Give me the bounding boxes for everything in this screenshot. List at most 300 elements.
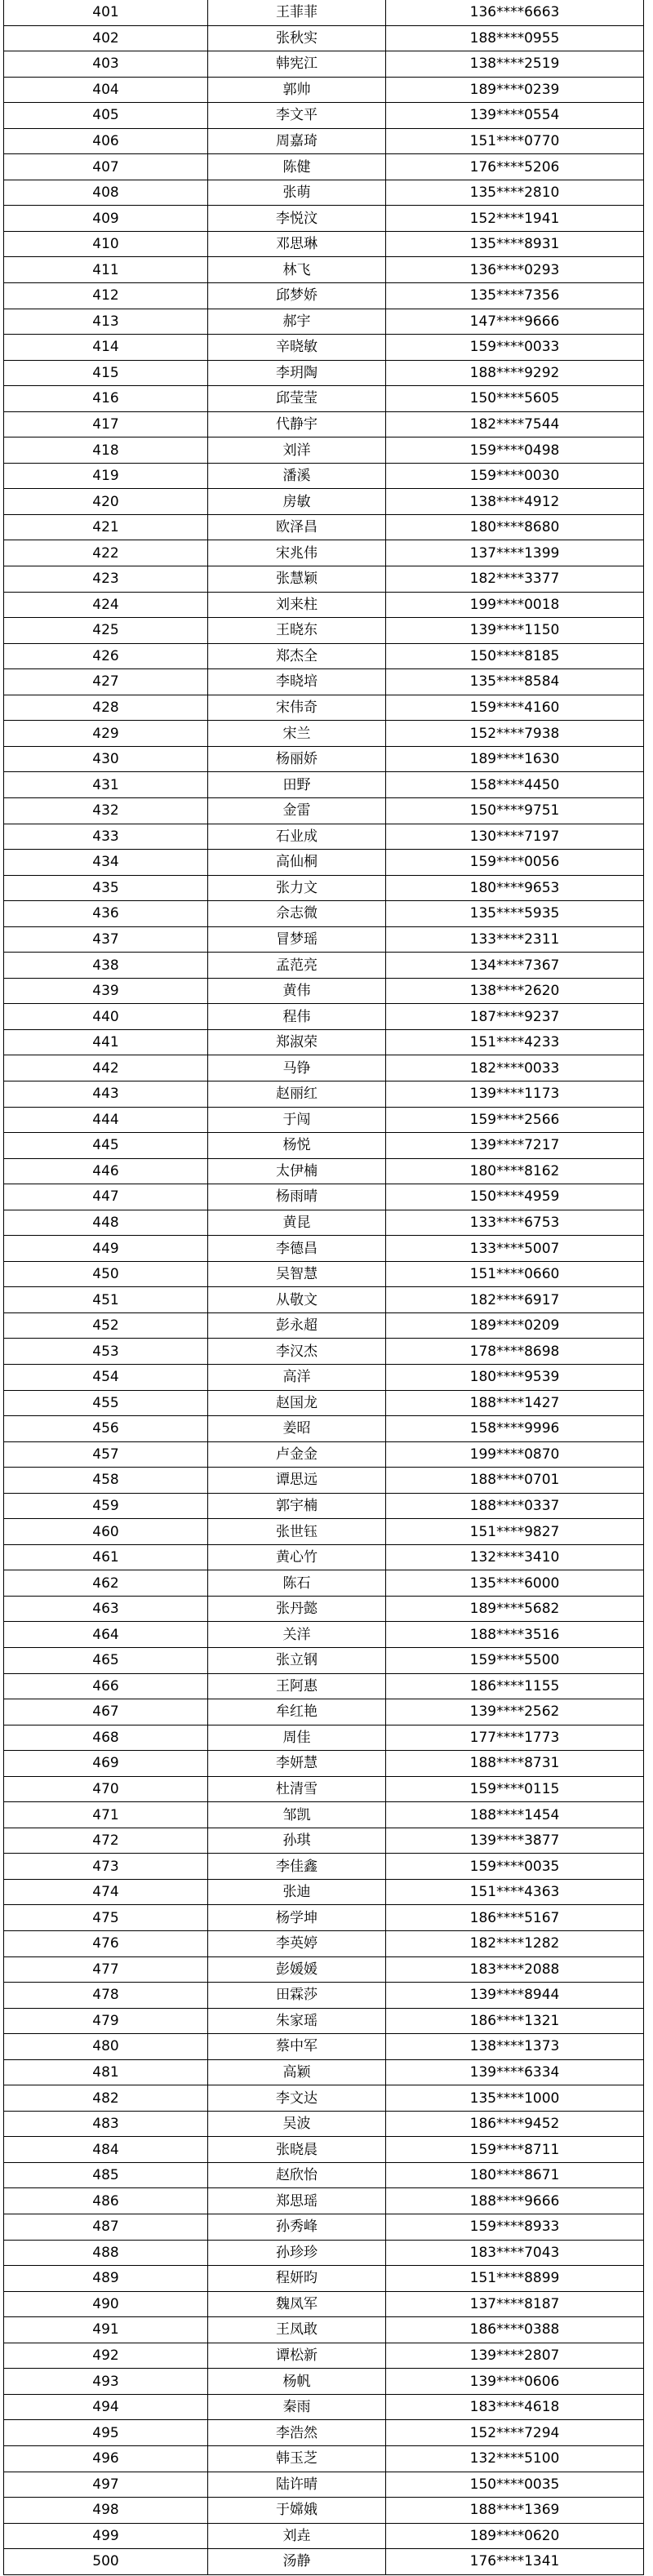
person-name-cell: 秦雨: [208, 2394, 386, 2420]
phone-number-cell: 189****1630: [386, 746, 644, 772]
phone-number-cell: 182****7544: [386, 411, 644, 437]
row-number-cell: 439: [4, 978, 208, 1004]
person-name-cell: 高洋: [208, 1364, 386, 1390]
row-number-cell: 438: [4, 953, 208, 979]
person-name-cell: 张世钰: [208, 1519, 386, 1545]
row-number-cell: 474: [4, 1879, 208, 1905]
phone-number-cell: 151****9827: [386, 1519, 644, 1545]
person-name-cell: 郭宇楠: [208, 1493, 386, 1519]
person-name-cell: 王凤敢: [208, 2317, 386, 2343]
phone-number-cell: 139****2807: [386, 2343, 644, 2369]
person-name-cell: 谭思远: [208, 1468, 386, 1494]
phone-number-cell: 138****2519: [386, 51, 644, 78]
person-name-cell: 韩玉芝: [208, 2445, 386, 2472]
row-number-cell: 470: [4, 1776, 208, 1802]
row-number-cell: 409: [4, 206, 208, 232]
person-name-cell: 马铮: [208, 1055, 386, 1081]
table-row: [4, 1312, 644, 1339]
person-name-cell: 赵国龙: [208, 1390, 386, 1416]
row-number-cell: 482: [4, 2085, 208, 2112]
person-name-cell: 林飞: [208, 257, 386, 283]
table-row: [4, 1931, 644, 1957]
row-number-cell: 485: [4, 2162, 208, 2188]
person-name-cell: 王菲菲: [208, 0, 386, 25]
person-name-cell: 高仙桐: [208, 850, 386, 876]
table-row: [4, 206, 644, 232]
person-name-cell: 孙珍珍: [208, 2240, 386, 2266]
table-row: [4, 695, 644, 721]
table-row: [4, 386, 644, 412]
person-name-cell: 郑思瑶: [208, 2188, 386, 2214]
table-row: [4, 566, 644, 593]
person-name-cell: 孙秀峰: [208, 2214, 386, 2241]
table-row: [4, 309, 644, 335]
table-row: [4, 25, 644, 51]
person-name-cell: 李英婷: [208, 1931, 386, 1957]
row-number-cell: 478: [4, 1983, 208, 2009]
table-row: [4, 1081, 644, 1107]
person-name-cell: 李佳鑫: [208, 1854, 386, 1880]
person-name-cell: 孟范亮: [208, 953, 386, 979]
phone-number-cell: 188****1454: [386, 1802, 644, 1828]
person-name-cell: 汤静: [208, 2549, 386, 2575]
row-number-cell: 414: [4, 335, 208, 361]
person-name-cell: 杜清雪: [208, 1776, 386, 1802]
person-name-cell: 李晓培: [208, 669, 386, 695]
row-number-cell: 495: [4, 2420, 208, 2446]
person-name-cell: 吴波: [208, 2111, 386, 2137]
person-name-cell: 赵丽红: [208, 1081, 386, 1107]
phone-number-cell: 159****5500: [386, 1648, 644, 1674]
person-name-cell: 刘垚: [208, 2523, 386, 2549]
row-number-cell: 418: [4, 437, 208, 464]
phone-number-cell: 178****8698: [386, 1339, 644, 1365]
table-row: [4, 824, 644, 850]
row-number-cell: 447: [4, 1184, 208, 1210]
row-number-cell: 481: [4, 2059, 208, 2085]
row-number-cell: 426: [4, 643, 208, 669]
person-name-cell: 吴智慧: [208, 1261, 386, 1287]
row-number-cell: 479: [4, 2008, 208, 2034]
table-row: [4, 514, 644, 540]
row-number-cell: 430: [4, 746, 208, 772]
phone-number-cell: 189****0209: [386, 1312, 644, 1339]
table-row: [4, 1879, 644, 1905]
phone-number-cell: 139****1150: [386, 618, 644, 644]
phone-number-cell: 138****4912: [386, 489, 644, 515]
phone-number-cell: 176****5206: [386, 154, 644, 180]
person-name-cell: 杨帆: [208, 2369, 386, 2395]
row-number-cell: 459: [4, 1493, 208, 1519]
person-name-cell: 王晓东: [208, 618, 386, 644]
table-row: [4, 875, 644, 901]
row-number-cell: 423: [4, 566, 208, 593]
table-row: [4, 643, 644, 669]
person-name-cell: 太伊楠: [208, 1158, 386, 1184]
person-name-cell: 杨悦: [208, 1133, 386, 1159]
phone-number-cell: 152****7294: [386, 2420, 644, 2446]
row-number-cell: 499: [4, 2523, 208, 2549]
row-number-cell: 412: [4, 283, 208, 309]
person-name-cell: 高颖: [208, 2059, 386, 2085]
table-row: [4, 1287, 644, 1313]
person-name-cell: 张秋实: [208, 25, 386, 51]
person-name-cell: 关洋: [208, 1622, 386, 1648]
person-name-cell: 田霖莎: [208, 1983, 386, 2009]
person-name-cell: 杨学坤: [208, 1905, 386, 1931]
table-row: [4, 154, 644, 180]
person-name-cell: 周佳: [208, 1725, 386, 1751]
phone-number-cell: 159****0035: [386, 1854, 644, 1880]
table-row: [4, 1004, 644, 1030]
table-row: [4, 1802, 644, 1828]
person-name-cell: 张立钢: [208, 1648, 386, 1674]
phone-number-cell: 159****8711: [386, 2137, 644, 2163]
row-number-cell: 493: [4, 2369, 208, 2395]
person-name-cell: 郝宇: [208, 309, 386, 335]
table-row: [4, 2445, 644, 2472]
row-number-cell: 484: [4, 2137, 208, 2163]
phone-number-cell: 186****9452: [386, 2111, 644, 2137]
row-number-cell: 428: [4, 695, 208, 721]
table-row: [4, 2498, 644, 2524]
table-row: [4, 1983, 644, 2009]
table-row: [4, 2085, 644, 2112]
row-number-cell: 488: [4, 2240, 208, 2266]
row-number-cell: 456: [4, 1416, 208, 1442]
table-row: [4, 540, 644, 566]
phone-number-cell: 135****2810: [386, 180, 644, 206]
phone-number-cell: 139****0554: [386, 103, 644, 129]
person-name-cell: 彭永超: [208, 1312, 386, 1339]
row-number-cell: 415: [4, 360, 208, 386]
phone-number-cell: 132****3410: [386, 1544, 644, 1570]
phone-number-cell: 139****2562: [386, 1699, 644, 1725]
row-number-cell: 466: [4, 1673, 208, 1699]
phone-number-cell: 180****8680: [386, 514, 644, 540]
table-row: [4, 1468, 644, 1494]
phone-number-cell: 188****3516: [386, 1622, 644, 1648]
row-number-cell: 410: [4, 231, 208, 257]
table-row: [4, 2162, 644, 2188]
table-row: [4, 772, 644, 798]
phone-number-cell: 150****8185: [386, 643, 644, 669]
phone-number-cell: 180****9653: [386, 875, 644, 901]
person-name-cell: 杨丽娇: [208, 746, 386, 772]
phone-number-cell: 135****6000: [386, 1570, 644, 1597]
person-name-cell: 辛晓敏: [208, 335, 386, 361]
phone-number-cell: 150****9751: [386, 797, 644, 824]
row-number-cell: 469: [4, 1751, 208, 1777]
table-row: [4, 1158, 644, 1184]
phone-number-cell: 188****0337: [386, 1493, 644, 1519]
table-row: [4, 850, 644, 876]
phone-number-cell: 147****9666: [386, 309, 644, 335]
row-number-cell: 491: [4, 2317, 208, 2343]
phone-number-cell: 158****4450: [386, 772, 644, 798]
table-row: [4, 721, 644, 747]
person-name-cell: 冒梦瑶: [208, 926, 386, 953]
phone-number-cell: 182****6917: [386, 1287, 644, 1313]
table-row: [4, 1133, 644, 1159]
table-row: [4, 2111, 644, 2137]
table-row: [4, 797, 644, 824]
phone-number-cell: 186****0388: [386, 2317, 644, 2343]
row-number-cell: 494: [4, 2394, 208, 2420]
phone-number-cell: 133****2311: [386, 926, 644, 953]
table-row: [4, 1261, 644, 1287]
phone-number-cell: 159****4160: [386, 695, 644, 721]
person-name-cell: 王阿惠: [208, 1673, 386, 1699]
person-name-cell: 宋兰: [208, 721, 386, 747]
phone-number-cell: 151****4363: [386, 1879, 644, 1905]
row-number-cell: 408: [4, 180, 208, 206]
row-number-cell: 477: [4, 1956, 208, 1983]
row-number-cell: 402: [4, 25, 208, 51]
row-number-cell: 467: [4, 1699, 208, 1725]
row-number-cell: 435: [4, 875, 208, 901]
phone-number-cell: 183****2088: [386, 1956, 644, 1983]
person-name-cell: 陈健: [208, 154, 386, 180]
row-number-cell: 434: [4, 850, 208, 876]
table-row: [4, 618, 644, 644]
table-row: [4, 257, 644, 283]
row-number-cell: 437: [4, 926, 208, 953]
table-row: [4, 1493, 644, 1519]
phone-number-cell: 180****8671: [386, 2162, 644, 2188]
person-name-cell: 宋兆伟: [208, 540, 386, 566]
phone-number-cell: 186****5167: [386, 1905, 644, 1931]
phone-number-cell: 139****0606: [386, 2369, 644, 2395]
phone-number-cell: 135****1000: [386, 2085, 644, 2112]
row-number-cell: 454: [4, 1364, 208, 1390]
table-row: [4, 2317, 644, 2343]
phone-number-cell: 188****9292: [386, 360, 644, 386]
row-number-cell: 419: [4, 463, 208, 489]
row-number-cell: 498: [4, 2498, 208, 2524]
row-number-cell: 416: [4, 386, 208, 412]
person-name-cell: 牟红艳: [208, 1699, 386, 1725]
person-name-cell: 黄心竹: [208, 1544, 386, 1570]
person-name-cell: 陈石: [208, 1570, 386, 1597]
table-row: [4, 2008, 644, 2034]
row-number-cell: 448: [4, 1210, 208, 1236]
phone-number-cell: 136****6663: [386, 0, 644, 25]
row-number-cell: 420: [4, 489, 208, 515]
person-name-cell: 陆许晴: [208, 2472, 386, 2498]
table-row: [4, 437, 644, 464]
table-row: [4, 2394, 644, 2420]
phone-number-cell: 139****1173: [386, 1081, 644, 1107]
phone-number-cell: 188****0955: [386, 25, 644, 51]
phone-number-cell: 136****0293: [386, 257, 644, 283]
table-row: [4, 2137, 644, 2163]
table-row: [4, 1544, 644, 1570]
phone-number-cell: 135****8931: [386, 231, 644, 257]
phone-number-cell: 151****8899: [386, 2266, 644, 2292]
row-number-cell: 489: [4, 2266, 208, 2292]
row-number-cell: 431: [4, 772, 208, 798]
table-row: [4, 1210, 644, 1236]
person-name-cell: 张丹懿: [208, 1596, 386, 1622]
phone-number-cell: 135****5935: [386, 901, 644, 927]
phone-number-cell: 182****0033: [386, 1055, 644, 1081]
person-name-cell: 邓思琳: [208, 231, 386, 257]
person-name-cell: 魏凤军: [208, 2291, 386, 2317]
phone-number-cell: 188****0701: [386, 1468, 644, 1494]
table-row: [4, 1339, 644, 1365]
phone-number-cell: 187****9237: [386, 1004, 644, 1030]
table-row: [4, 51, 644, 78]
table-row: [4, 2549, 644, 2575]
row-number-cell: 407: [4, 154, 208, 180]
row-number-cell: 440: [4, 1004, 208, 1030]
table-row: [4, 1596, 644, 1622]
phone-number-cell: 139****3877: [386, 1828, 644, 1854]
row-number-cell: 465: [4, 1648, 208, 1674]
table-row: [4, 1725, 644, 1751]
table-row: [4, 1699, 644, 1725]
person-name-cell: 宋伟奇: [208, 695, 386, 721]
person-name-cell: 潘溪: [208, 463, 386, 489]
row-number-cell: 451: [4, 1287, 208, 1313]
phone-number-cell: 188****1369: [386, 2498, 644, 2524]
row-number-cell: 446: [4, 1158, 208, 1184]
table-row: [4, 2343, 644, 2369]
person-name-cell: 朱家瑶: [208, 2008, 386, 2034]
row-number-cell: 496: [4, 2445, 208, 2472]
phone-number-cell: 139****8944: [386, 1983, 644, 2009]
phone-number-cell: 183****4618: [386, 2394, 644, 2420]
phone-number-cell: 159****0498: [386, 437, 644, 464]
table-row: [4, 1673, 644, 1699]
person-name-cell: 张迪: [208, 1879, 386, 1905]
person-name-cell: 石业成: [208, 824, 386, 850]
phone-number-cell: 159****0056: [386, 850, 644, 876]
phone-number-cell: 158****9996: [386, 1416, 644, 1442]
person-name-cell: 刘洋: [208, 437, 386, 464]
person-name-cell: 李玥陶: [208, 360, 386, 386]
table-row: [4, 2240, 644, 2266]
person-name-cell: 邱莹莹: [208, 386, 386, 412]
row-number-cell: 462: [4, 1570, 208, 1597]
person-name-cell: 赵欣怡: [208, 2162, 386, 2188]
person-name-cell: 邱梦娇: [208, 283, 386, 309]
table-row: [4, 489, 644, 515]
table-row: [4, 2291, 644, 2317]
table-row: [4, 0, 644, 25]
table-row: [4, 335, 644, 361]
row-number-cell: 422: [4, 540, 208, 566]
row-number-cell: 450: [4, 1261, 208, 1287]
person-name-cell: 谭松新: [208, 2343, 386, 2369]
phone-number-cell: 189****5682: [386, 1596, 644, 1622]
phone-number-cell: 152****1941: [386, 206, 644, 232]
row-number-cell: 432: [4, 797, 208, 824]
table-row: [4, 2420, 644, 2446]
table-row: [4, 463, 644, 489]
person-name-cell: 孙琪: [208, 1828, 386, 1854]
person-name-cell: 李文平: [208, 103, 386, 129]
phone-number-cell: 199****0870: [386, 1441, 644, 1468]
row-number-cell: 500: [4, 2549, 208, 2575]
row-number-cell: 406: [4, 128, 208, 154]
phone-number-cell: 150****4959: [386, 1184, 644, 1210]
phone-number-cell: 133****6753: [386, 1210, 644, 1236]
table-row: [4, 1751, 644, 1777]
person-name-cell: 李悦汶: [208, 206, 386, 232]
row-number-cell: 427: [4, 669, 208, 695]
phone-number-cell: 183****7043: [386, 2240, 644, 2266]
phone-number-cell: 151****0660: [386, 1261, 644, 1287]
table-row: [4, 1956, 644, 1983]
person-name-cell: 程伟: [208, 1004, 386, 1030]
person-name-cell: 程妍昀: [208, 2266, 386, 2292]
table-row: [4, 1029, 644, 1055]
person-name-cell: 韩宪江: [208, 51, 386, 78]
table-row: [4, 128, 644, 154]
phone-number-cell: 137****8187: [386, 2291, 644, 2317]
table-row: [4, 1905, 644, 1931]
phone-number-cell: 177****1773: [386, 1725, 644, 1751]
phone-number-cell: 150****5605: [386, 386, 644, 412]
row-number-cell: 404: [4, 77, 208, 103]
row-number-cell: 405: [4, 103, 208, 129]
row-number-cell: 463: [4, 1596, 208, 1622]
phone-number-cell: 176****1341: [386, 2549, 644, 2575]
person-name-cell: 刘来柱: [208, 592, 386, 618]
table-row: [4, 411, 644, 437]
row-number-cell: 458: [4, 1468, 208, 1494]
phone-number-cell: 150****0035: [386, 2472, 644, 2498]
person-name-cell: 于嫦娥: [208, 2498, 386, 2524]
row-number-cell: 441: [4, 1029, 208, 1055]
table-row: [4, 1184, 644, 1210]
phone-number-cell: 199****0018: [386, 592, 644, 618]
person-name-cell: 张晓晨: [208, 2137, 386, 2163]
row-number-cell: 401: [4, 0, 208, 25]
row-number-cell: 464: [4, 1622, 208, 1648]
table-row: [4, 1519, 644, 1545]
phone-number-cell: 188****1427: [386, 1390, 644, 1416]
table-row: [4, 1854, 644, 1880]
row-number-cell: 424: [4, 592, 208, 618]
table-row: [4, 1364, 644, 1390]
row-number-cell: 476: [4, 1931, 208, 1957]
row-number-cell: 473: [4, 1854, 208, 1880]
table-row: [4, 103, 644, 129]
row-number-cell: 461: [4, 1544, 208, 1570]
person-name-cell: 于闯: [208, 1107, 386, 1133]
phone-number-cell: 159****0033: [386, 335, 644, 361]
phone-number-cell: 138****2620: [386, 978, 644, 1004]
row-number-cell: 433: [4, 824, 208, 850]
person-name-cell: 黄伟: [208, 978, 386, 1004]
person-name-cell: 张力文: [208, 875, 386, 901]
table-row: [4, 901, 644, 927]
row-number-cell: 460: [4, 1519, 208, 1545]
phone-number-cell: 180****9539: [386, 1364, 644, 1390]
row-number-cell: 444: [4, 1107, 208, 1133]
row-number-cell: 443: [4, 1081, 208, 1107]
roster-table: [3, 0, 644, 2575]
row-number-cell: 421: [4, 514, 208, 540]
phone-number-cell: 159****0030: [386, 463, 644, 489]
table-row: [4, 2059, 644, 2085]
row-number-cell: 487: [4, 2214, 208, 2241]
table-row: [4, 2188, 644, 2214]
phone-number-cell: 189****0620: [386, 2523, 644, 2549]
